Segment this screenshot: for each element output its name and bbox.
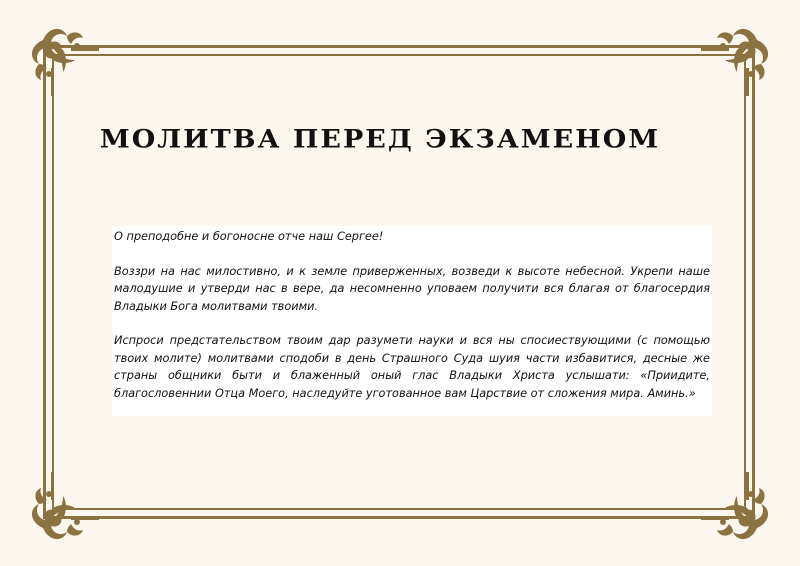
prayer-paragraph: Испроси предстательством твоим дар разумети науки и вся ны спосиествующими (с помощью твоих молите) молитвами сподоби в день Страшного Суда шуия части избавитися, десные же страны общники быти и блаженный оный глас Владыки Христа услышати: «Приидите, благословеннии Отца Моего, наследуйте уготованное вам Царствие от сложения мира. Аминь.» <box>114 334 710 400</box>
page-title: МОЛИТВА ПЕРЕД ЭКЗАМЕНОМ <box>99 124 661 155</box>
prayer-paragraph: Воззри на нас милостивно, и к земле приверженных, возведи к высоте небесной. Укрепи наше малодушие и утверди нас в вере, да несомненно уповаем получити вся благая от благосердия Владыки Бога молитвами твоими. <box>114 264 710 313</box>
floral-ornament-icon <box>699 20 777 98</box>
prayer-paragraph: О преподобне и богоносне отче наш Сергее! <box>114 230 384 243</box>
floral-ornament-icon <box>23 470 101 548</box>
floral-ornament-icon <box>699 470 777 548</box>
prayer-text-block <box>112 226 712 416</box>
floral-ornament-icon <box>23 20 101 98</box>
